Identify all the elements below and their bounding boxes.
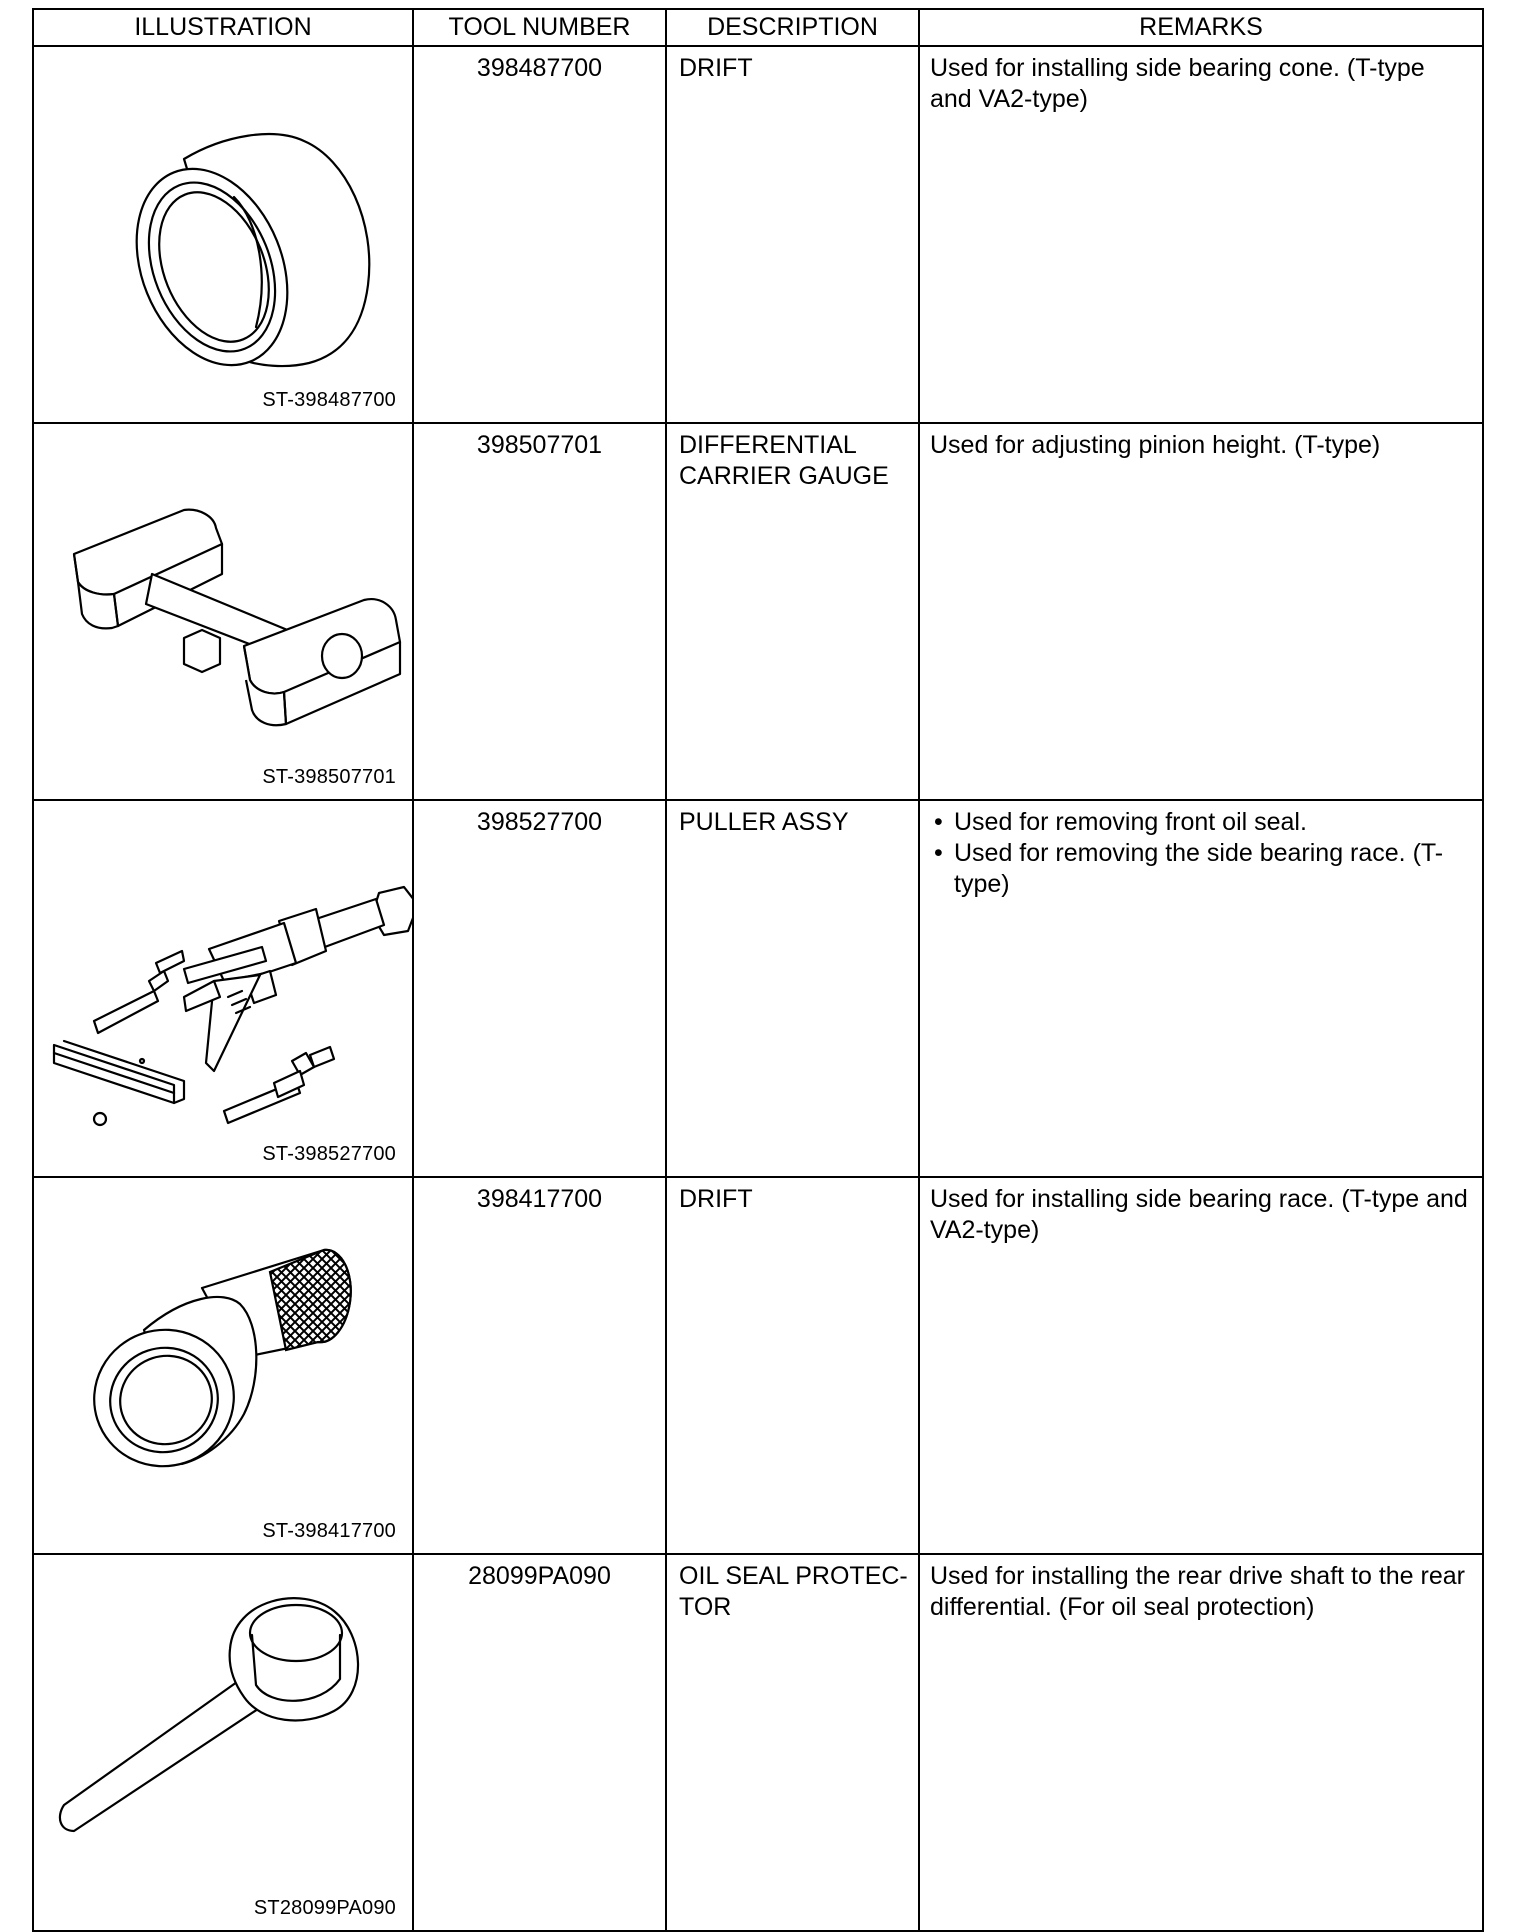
tool-description: PULLER ASSY	[666, 800, 919, 1177]
illustration-code: ST-398417700	[262, 1520, 396, 1542]
header-remarks: REMARKS	[919, 9, 1483, 46]
illustration-code: ST28099PA090	[253, 1897, 396, 1919]
table-row	[33, 1554, 1483, 1931]
header-description: DESCRIPTION	[666, 9, 919, 46]
header-row	[33, 9, 1483, 46]
header-illustration: ILLUSTRATION	[33, 9, 413, 46]
tool-number: 28099PA090	[413, 1554, 666, 1931]
remark-text: Used for installing the rear drive shaft to the rear differential. (For oil seal protection)	[930, 1562, 1465, 1621]
illustration-code: ST-398527700	[262, 1143, 396, 1165]
remark-item: • Used for removing the side bearing race. (T-type)	[930, 838, 1472, 900]
tool-remarks	[919, 1554, 1483, 1931]
tool-number: 398527700	[413, 800, 666, 1177]
table-row	[33, 800, 1483, 1177]
drift-ring-illustration	[34, 47, 412, 415]
drift-handle-illustration	[34, 1178, 412, 1546]
illustration-cell	[33, 46, 413, 423]
illustration-cell	[33, 800, 413, 1177]
oil-seal-protector-illustration	[34, 1555, 412, 1923]
tool-number: 398507701	[413, 423, 666, 800]
carrier-gauge-illustration	[34, 424, 412, 792]
special-tools-table	[32, 8, 1484, 1932]
tool-description: OIL SEAL PROTEC-TOR	[666, 1554, 919, 1931]
illustration-code: ST-398487700	[262, 389, 396, 411]
remark-text: Used for installing side bearing race. (T-type and VA2-type)	[930, 1185, 1468, 1244]
tool-remarks	[919, 800, 1483, 1177]
illustration-cell	[33, 1177, 413, 1554]
table-row	[33, 423, 1483, 800]
tool-remarks	[919, 423, 1483, 800]
tool-number: 398487700	[413, 46, 666, 423]
remark-text: Used for installing side bearing cone. (T-type and VA2-type)	[930, 54, 1425, 113]
illustration-cell	[33, 423, 413, 800]
puller-assy-illustration	[34, 801, 412, 1169]
tool-description: DRIFT	[666, 1177, 919, 1554]
illustration-cell	[33, 1554, 413, 1931]
remark-list	[930, 807, 1472, 900]
tool-number: 398417700	[413, 1177, 666, 1554]
header-tool-number: TOOL NUMBER	[413, 9, 666, 46]
tool-description: DIFFERENTIAL CARRIER GAUGE	[666, 423, 919, 800]
remark-item: • Used for removing front oil seal.	[930, 807, 1472, 838]
tool-description: DRIFT	[666, 46, 919, 423]
remark-text: Used for adjusting pinion height. (T-type)	[930, 431, 1381, 459]
table-row	[33, 46, 1483, 423]
tool-remarks	[919, 1177, 1483, 1554]
illustration-code: ST-398507701	[262, 766, 396, 788]
tool-remarks	[919, 46, 1483, 423]
table-row	[33, 1177, 1483, 1554]
